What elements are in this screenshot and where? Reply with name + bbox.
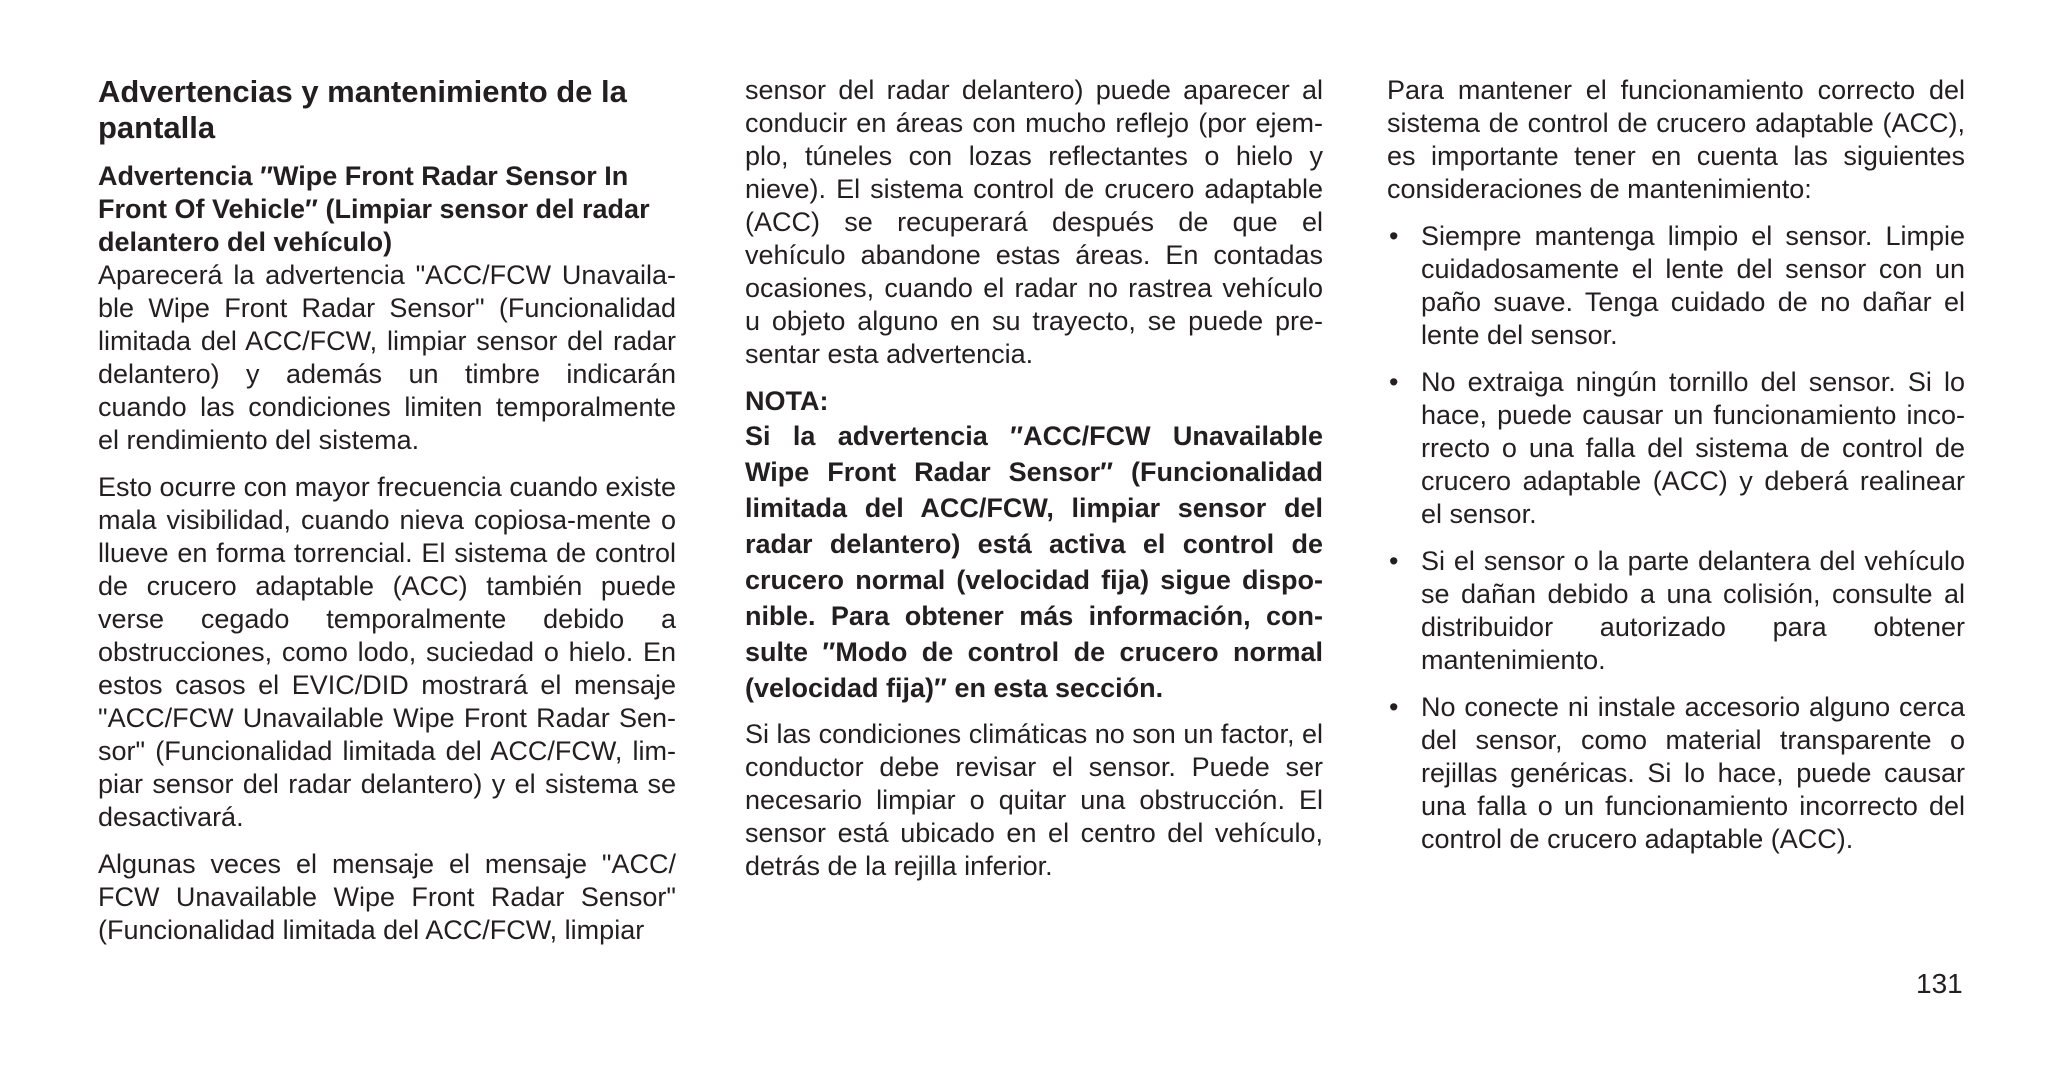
paragraph-maintenance-intro: Para mantener el funcionamiento correcto del sistema de control de crucero adaptable (ACC), es importante tener en cuenta las siguientes consideraciones de mantenimiento: bbox=[1387, 75, 1965, 204]
section-heading: Advertencias y mantenimiento de la pantalla bbox=[98, 74, 627, 145]
bullet-icon: • bbox=[1389, 546, 1399, 576]
paragraph-message-continued: Algunas veces el mensaje el mensaje "ACC/ FCW Unavailable Wipe Front Radar Sensor" (Funcionalidad limitada del ACC/FCW, limpiar bbox=[98, 849, 676, 945]
bullet-icon: • bbox=[1389, 692, 1399, 722]
column-right bbox=[1387, 74, 1965, 870]
page-number: 131 bbox=[1916, 968, 1963, 999]
paragraph-reflection: sensor del radar delantero) puede aparecer al conducir en áreas con mucho reflejo (por ejem-plo, túneles con lozas reflectantes o hielo y nieve). El sistema control de crucero adaptable (ACC) se recuperará después de que el vehículo abandone estas áreas. En contadas ocasiones, cuando el radar no rastrea vehículo u objeto alguno en su trayecto, se puede pre-sentar esta advertencia. bbox=[745, 75, 1323, 369]
bullet-icon: • bbox=[1389, 367, 1399, 397]
list-item bbox=[1387, 220, 1965, 352]
paragraph-sensor-location: Si las condiciones climáticas no son un factor, el conductor debe revisar el sensor. Puede ser necesario limpiar o quitar una obstrucción. El sensor está ubicado en el centro del vehículo, detrás de la rejilla inferior. bbox=[745, 719, 1323, 881]
list-item-text: Siempre mantenga limpio el sensor. Limpie cuidadosamente el lente del sensor con un paño suave. Tenga cuidado de no dañar el lente del sensor. bbox=[1421, 221, 1965, 350]
warning-subheading: Advertencia ″Wipe Front Radar Sensor In Front Of Vehicle″ (Limpiar sensor del radar delantero del vehículo) bbox=[98, 161, 650, 257]
column-left bbox=[98, 74, 676, 961]
paragraph-warning-description: Aparecerá la advertencia "ACC/FCW Unavaila-ble Wipe Front Radar Sensor" (Funcionalidad limitada del ACC/FCW, limpiar sensor del radar delantero) y además un timbre indicarán cuando las condiciones limiten temporalmente el rendimiento del sistema. bbox=[98, 260, 676, 455]
note-label: NOTA: bbox=[745, 386, 829, 416]
list-item-text: No extraiga ningún tornillo del sensor. Si lo hace, puede causar un funcionamiento inco-rrecto o una falla del sistema de control de crucero adaptable (ACC) y deberá realinear el sensor. bbox=[1421, 367, 1965, 529]
bullet-icon: • bbox=[1389, 221, 1399, 251]
paragraph-conditions: Esto ocurre con mayor frecuencia cuando existe mala visibilidad, cuando nieva copiosa-mente o llueve en forma torrencial. El sistema de control de crucero adaptable (ACC) también puede verse cegado temporalmente debido a obstrucciones, como lodo, suciedad o hielo. En estos casos el EVIC/DID mostrará el mensaje "ACC/FCW Unavailable Wipe Front Radar Sen-sor" (Funcionalidad limitada del ACC/FCW, lim-piar sensor del radar delantero) y el sistema se desactivará. bbox=[98, 472, 676, 832]
list-item bbox=[1387, 691, 1965, 856]
list-item bbox=[1387, 366, 1965, 531]
list-item bbox=[1387, 545, 1965, 677]
list-item-text: No conecte ni instale accesorio alguno cerca del sensor, como material transparente o rejillas genéricas. Si lo hace, puede causar una falla o un funcionamiento incorrecto del control de crucero adaptable (ACC). bbox=[1421, 692, 1965, 854]
list-item-text: Si el sensor o la parte delantera del vehículo se dañan debido a una colisión, consulte al distribuidor autorizado para obtener mantenimiento. bbox=[1421, 546, 1965, 675]
column-middle bbox=[745, 74, 1323, 897]
note-text: Si la advertencia ″ACC/FCW Unavailable Wipe Front Radar Sensor″ (Funcionalidad limitada del ACC/FCW, limpiar sensor del radar delantero) está activa el control de crucero normal (velocidad fija) sigue dispo-nible. Para obtener más información, con-sulte ″Modo de control de crucero normal (velocidad fija)″ en esta sección. bbox=[745, 421, 1323, 703]
maintenance-list bbox=[1387, 220, 1965, 856]
